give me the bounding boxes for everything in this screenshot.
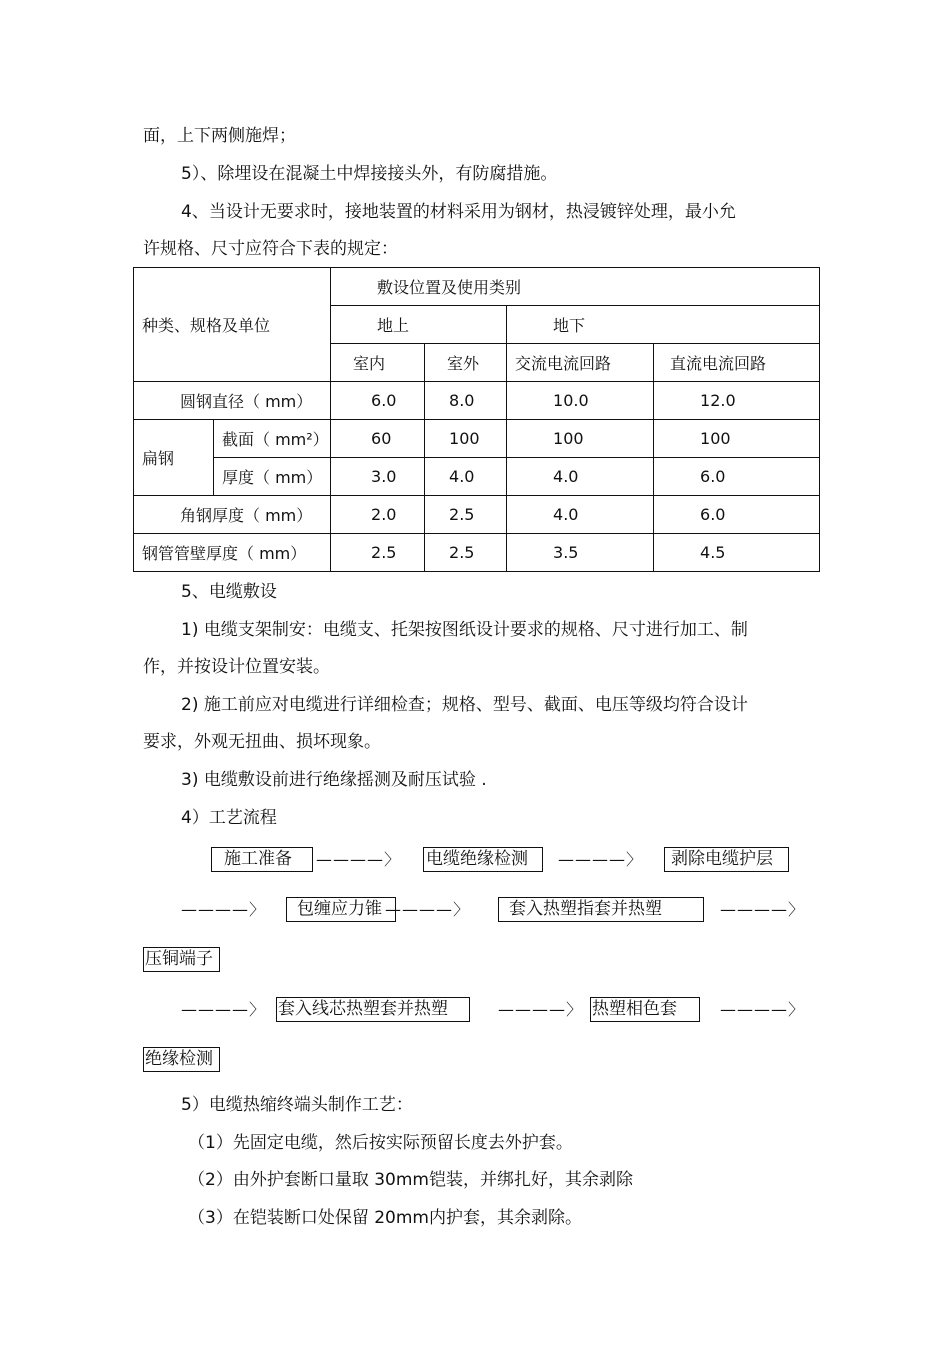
flow-step: 包缠应力锥 [286, 897, 396, 922]
flow-step: 电缆绝缘检测 [423, 847, 543, 872]
list-item: （2）由外护套断口量取 30mm铠装，并绑扎好，其余剥除 [188, 1170, 633, 1190]
row-label: 角钢厚度（ mm） [134, 496, 331, 534]
cell-value: 2.5 [331, 534, 425, 572]
flow-step: 热塑相色套 [590, 997, 700, 1022]
header-above: 地上 [331, 306, 507, 344]
cell-value: 2.0 [331, 496, 425, 534]
flow-step: 剥除电缆护层 [664, 847, 789, 872]
flow-arrow: ————〉 [498, 1000, 584, 1019]
flow-step: 绝缘检测 [143, 1047, 220, 1072]
cell-value: 4.0 [425, 458, 507, 496]
row-label: 截面（ mm²） [214, 420, 331, 458]
row-label: 厚度（ mm） [214, 458, 331, 496]
flow-arrow: ————〉 [558, 850, 644, 869]
cell-value: 3.5 [507, 534, 654, 572]
cell-value: 6.0 [654, 496, 820, 534]
section-title: 5）电缆热缩终端头制作工艺： [181, 1095, 413, 1115]
cell-value: 6.0 [654, 458, 820, 496]
grounding-spec-table [133, 267, 820, 572]
flow-step: 压铜端子 [143, 947, 220, 972]
cell-value: 4.0 [507, 458, 654, 496]
row-group-label: 扁钢 [134, 420, 214, 496]
table-row [134, 420, 820, 458]
cell-value: 2.5 [425, 534, 507, 572]
paragraph-line: 作，并按设计位置安装。 [143, 657, 330, 677]
paragraph-line: 面，上下两侧施焊； [143, 126, 296, 146]
flow-arrow: ————〉 [720, 900, 806, 919]
flow-arrow: ————〉 [181, 1000, 267, 1019]
cell-value: 10.0 [507, 382, 654, 420]
flow-step: 套入热塑指套并热塑 [498, 897, 704, 922]
row-label: 钢管管壁厚度（ mm） [134, 534, 331, 572]
flow-arrow: ————〉 [316, 850, 402, 869]
table-row [134, 458, 820, 496]
table-row [134, 496, 820, 534]
paragraph-line: 要求，外观无扭曲、损坏现象。 [143, 732, 381, 752]
header-indoor: 室内 [331, 344, 425, 382]
cell-value: 3.0 [331, 458, 425, 496]
header-below: 地下 [507, 306, 820, 344]
cell-value: 60 [331, 420, 425, 458]
cell-value: 2.5 [425, 496, 507, 534]
cell-value: 6.0 [331, 382, 425, 420]
header-position: 敷设位置及使用类别 [331, 268, 820, 306]
header-outdoor: 室外 [425, 344, 507, 382]
header-category: 种类、规格及单位 [134, 268, 331, 382]
row-label: 圆钢直径（ mm） [134, 382, 331, 420]
cell-value: 100 [507, 420, 654, 458]
paragraph-line: 1) 电缆支架制安：电缆支、托架按图纸设计要求的规格、尺寸进行加工、制 [181, 620, 748, 640]
flow-step: 套入线芯热塑套并热塑 [276, 997, 470, 1022]
paragraph-line: 4、当设计无要求时，接地装置的材料采用为钢材，热浸镀锌处理，最小允 [181, 202, 736, 222]
flow-arrow: ————〉 [385, 900, 471, 919]
paragraph-line: 3) 电缆敷设前进行绝缘摇测及耐压试验 . [181, 770, 487, 790]
flow-arrow: ————〉 [181, 900, 267, 919]
flow-arrow: ————〉 [720, 1000, 806, 1019]
cell-value: 100 [425, 420, 507, 458]
cell-value: 8.0 [425, 382, 507, 420]
cell-value: 100 [654, 420, 820, 458]
header-dc: 直流电流回路 [654, 344, 820, 382]
paragraph-line: 许规格、尺寸应符合下表的规定： [143, 239, 398, 259]
table-row [134, 382, 820, 420]
flow-step: 施工准备 [211, 847, 313, 872]
list-item: （3）在铠装断口处保留 20mm内护套，其余剥除。 [188, 1208, 582, 1228]
cell-value: 4.0 [507, 496, 654, 534]
cell-value: 12.0 [654, 382, 820, 420]
list-item: （1）先固定电缆，然后按实际预留长度去外护套。 [188, 1133, 573, 1153]
cell-value: 4.5 [654, 534, 820, 572]
header-ac: 交流电流回路 [507, 344, 654, 382]
table-row [134, 534, 820, 572]
paragraph-line: 5）、除埋设在混凝土中焊接接头外，有防腐措施。 [181, 164, 558, 184]
section-title: 5、电缆敷设 [181, 582, 277, 602]
paragraph-line: 2) 施工前应对电缆进行详细检查；规格、型号、截面、电压等级均符合设计 [181, 695, 748, 715]
paragraph-line: 4）工艺流程 [181, 808, 277, 828]
